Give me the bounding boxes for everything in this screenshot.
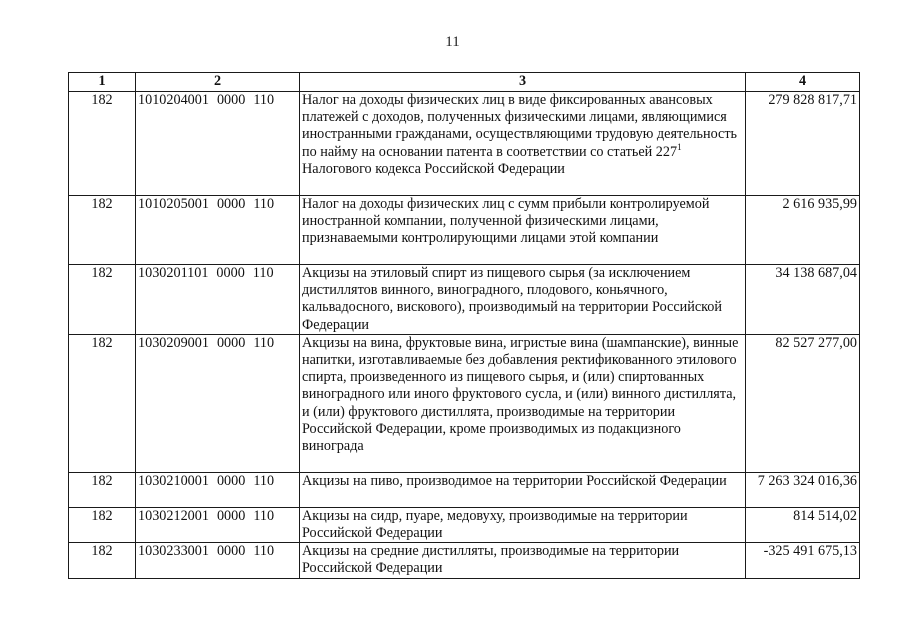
amount-cell: 82 527 277,00 xyxy=(746,334,860,472)
revenue-name-cell: Акцизы на средние дистилляты, производимые на территории Российской Федерации xyxy=(300,543,746,578)
admin-code-cell: 182 xyxy=(69,507,136,542)
column-header: 3 xyxy=(300,73,746,92)
revenue-name-cell: Акцизы на вина, фруктовые вина, игристые вина (шампанские), винные напитки, изготавливаемые без добавления ректификованного этилового спирта, произведенного из пищевого сырья, и (или) спиртованных виноградного или иного фруктового сусла, и (или) винного дистиллята, и (или) фруктового дистиллята, производимые на территории Российской Федерации, кроме производимых из подакцизного винограда xyxy=(300,334,746,472)
amount-cell: 2 616 935,99 xyxy=(746,196,860,265)
code-part: 0000 xyxy=(216,507,246,524)
column-header: 4 xyxy=(746,73,860,92)
code-part: 1030209001 xyxy=(138,334,209,351)
code-part: 1030210001 xyxy=(138,472,209,489)
amount-cell: 814 514,02 xyxy=(746,507,860,542)
amount-cell: 34 138 687,04 xyxy=(746,265,860,335)
code-part: 1030212001 xyxy=(138,507,209,524)
code-part: 1030201101 xyxy=(138,265,209,281)
code-part: 1030233001 xyxy=(138,543,209,560)
revenue-name-tail: Налогового кодекса Российской Федерации xyxy=(302,160,565,177)
revenue-name-cell: Акцизы на пиво, производимое на территории Российской Федерации xyxy=(300,472,746,507)
admin-code-cell: 182 xyxy=(69,196,136,265)
revenue-name-cell: Акцизы на сидр, пуаре, медовуху, производимые на территории Российской Федерации xyxy=(300,507,746,542)
table-row xyxy=(69,265,860,335)
table-row xyxy=(69,196,860,265)
amount-cell: 279 828 817,71 xyxy=(746,92,860,196)
admin-code-cell: 182 xyxy=(69,334,136,472)
table-row xyxy=(69,334,860,472)
column-header: 1 xyxy=(69,73,136,92)
code-part: 110 xyxy=(253,472,275,489)
admin-code-cell: 182 xyxy=(69,472,136,507)
code-part: 110 xyxy=(253,543,275,560)
code-part: 0000 xyxy=(216,334,246,351)
code-part: 1010205001 xyxy=(138,196,209,212)
amount-cell: 7 263 324 016,36 xyxy=(746,472,860,507)
table-row xyxy=(69,472,860,507)
code-part: 110 xyxy=(252,265,274,281)
admin-code-cell: 182 xyxy=(69,265,136,335)
budget-code-cell xyxy=(136,543,300,578)
code-part: 110 xyxy=(253,196,275,212)
code-part: 110 xyxy=(253,507,275,524)
code-part: 0000 xyxy=(216,543,246,560)
footnote-superscript: 1 xyxy=(677,141,682,152)
code-part: 110 xyxy=(253,334,275,351)
revenue-name-cell: Налог на доходы физических лиц с сумм прибыли контролируемой иностранной компании, полученной физическими лицами, признаваемыми контролирующими лицами этой компании xyxy=(300,196,746,265)
budget-code-cell xyxy=(136,472,300,507)
table-header-row xyxy=(69,73,860,92)
code-part: 0000 xyxy=(216,472,246,489)
admin-code-cell: 182 xyxy=(69,92,136,196)
budget-code-cell xyxy=(136,334,300,472)
table-row xyxy=(69,507,860,542)
budget-code-cell xyxy=(136,92,300,196)
revenue-table xyxy=(68,72,860,579)
budget-code-cell xyxy=(136,507,300,542)
code-part: 0000 xyxy=(216,196,246,212)
budget-code-cell xyxy=(136,265,300,335)
revenue-name-cell: Акцизы на этиловый спирт из пищевого сырья (за исключением дистиллятов винного, виноградного, плодового, коньячного, кальвадосного, вискового), производимый на территории Российской Федерации xyxy=(300,265,746,335)
code-part: 0000 xyxy=(216,265,245,281)
budget-code-cell xyxy=(136,196,300,265)
revenue-name-cell xyxy=(300,92,746,196)
code-part: 0000 xyxy=(216,92,246,108)
code-part: 110 xyxy=(253,92,275,108)
amount-cell: -325 491 675,13 xyxy=(746,543,860,578)
admin-code-cell: 182 xyxy=(69,543,136,578)
page-number: 11 xyxy=(445,34,460,50)
code-part: 1010204001 xyxy=(138,92,209,108)
table-row xyxy=(69,543,860,578)
table-row xyxy=(69,92,860,196)
column-header: 2 xyxy=(136,73,300,92)
revenue-name: Налог на доходы физических лиц в виде фиксированных авансовых платежей с доходов, полученных физическими лицами, являющимися иностранными гражданами, осуществляющими трудовую деятельность по найму на основании патента в соответствии со статьей 227 xyxy=(302,92,738,160)
